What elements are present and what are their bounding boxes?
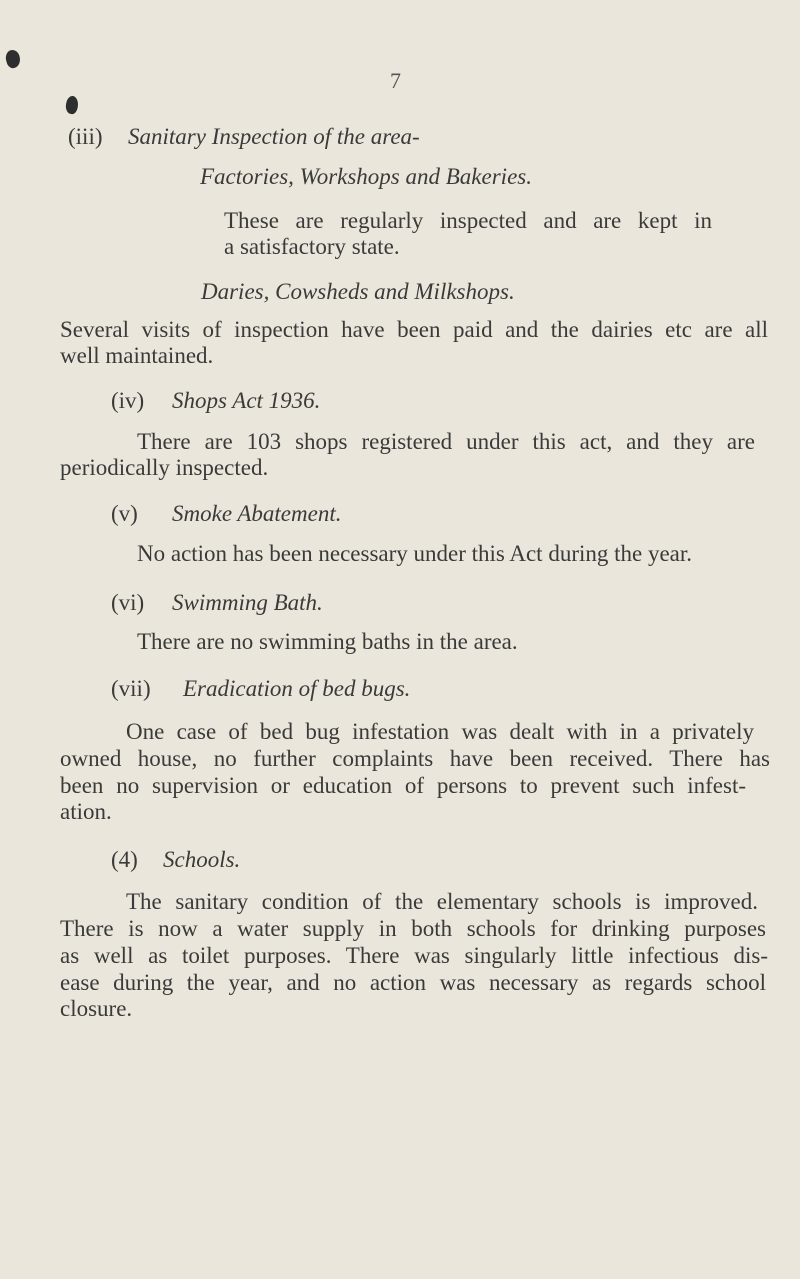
page-number: 7 [390, 68, 401, 93]
bedbugs-line-4: ation. [60, 799, 112, 824]
schools-line-1: The sanitary condition of the elementary schools is improved. [126, 889, 758, 914]
bedbugs-line-1: One case of bed bug infestation was dealt with in a privately [126, 719, 754, 744]
section-number-schools: (4) [111, 847, 138, 872]
schools-line-4: ease during the year, and no action was necessary as regards school [60, 970, 766, 995]
section-number-vi: (vi) [111, 590, 145, 615]
section-title-vii: Eradication of bed bugs. [183, 676, 411, 701]
shops-line-1: There are 103 shops registered under this act, and they are [137, 429, 755, 454]
factories-line-1: These are regularly inspected and are kept in [224, 208, 712, 233]
dairies-line-2: well maintained. [60, 343, 214, 368]
subheading-dairies: Daries, Cowsheds and Milkshops. [201, 279, 515, 304]
section-number-iii: (iii) [68, 124, 103, 149]
schools-line-3: as well as toilet purposes. There was singularly little infectious dis- [60, 943, 768, 968]
ink-blot-mark [65, 95, 80, 115]
dairies-line-1: Several visits of inspection have been paid and the dairies etc are all [60, 317, 768, 342]
factories-line-2: a satisfactory state. [224, 234, 400, 259]
section-title-vi: Swimming Bath. [172, 590, 323, 615]
bedbugs-line-2: owned house, no further complaints have been received. There has [60, 746, 770, 771]
section-title-schools: Schools. [163, 847, 241, 872]
subheading-factories: Factories, Workshops and Bakeries. [200, 164, 532, 189]
section-number-iv: (iv) [111, 388, 145, 413]
schools-line-2: There is now a water supply in both schools for drinking purposes [60, 916, 766, 941]
section-title-iv: Shops Act 1936. [172, 388, 321, 413]
section-title-iii: Sanitary Inspection of the area- [128, 124, 420, 149]
shops-line-2: periodically inspected. [60, 455, 269, 480]
section-number-v: (v) [111, 501, 138, 526]
ink-blot-mark [4, 48, 22, 69]
schools-line-5: closure. [60, 996, 133, 1021]
smoke-line-1: No action has been necessary under this Act during the year. [137, 541, 693, 566]
swimming-line-1: There are no swimming baths in the area. [137, 629, 518, 654]
section-number-vii: (vii) [111, 676, 151, 701]
section-title-v: Smoke Abatement. [172, 501, 342, 526]
bedbugs-line-3: been no supervision or education of persons to prevent such infest- [60, 773, 746, 798]
